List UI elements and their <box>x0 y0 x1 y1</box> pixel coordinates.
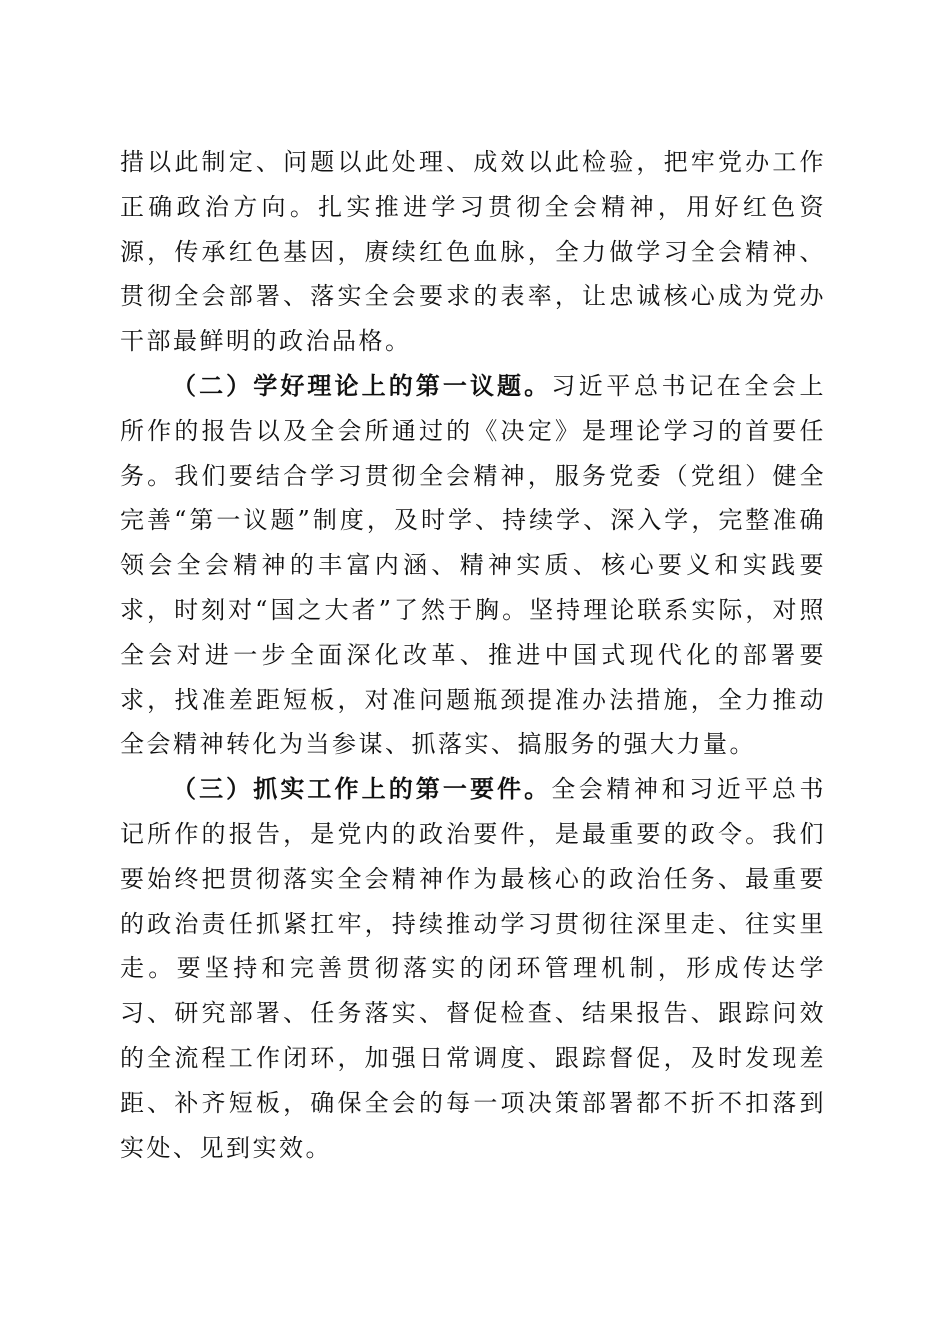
paragraph-text: 习近平总书记在全会上所作的报告以及全会所通过的《决定》是理论学习的首要任务。我们要结合学习贯彻全会精神，服务党委（党组）健全完善“第一议题”制度，及时学、持续学、深入学，完整准确领会全会精神的丰富内涵、精神实质、核心要义和实践要求，时刻对“国之大者”了然于胸。坚持理论联系实际，对照全会对进一步全面深化改革、推进中国式现代化的部署要求，找准差距短板，对准问题瓶颈提准办法措施，全力推动全会精神转化为当参谋、抓落实、搞服务的强大力量。 <box>120 371 827 759</box>
paragraph-text: 措以此制定、问题以此处理、成效以此检验，把牢党办工作正确政治方向。扎实推进学习贯彻全会精神，用好红色资源，传承红色基因，赓续红色血脉，全力做学习全会精神、贯彻全会部署、落实全会要求的表率，让忠诚核心成为党办干部最鲜明的政治品格。 <box>120 148 826 356</box>
section-heading-2: （二）学好理论上的第一议题。 <box>172 371 552 400</box>
document-body <box>120 140 826 1170</box>
paragraph-study-theory <box>120 364 826 767</box>
section-heading-3: （三）抓实工作上的第一要件。 <box>172 775 552 804</box>
paragraph-implement-work <box>120 767 826 1170</box>
paragraph-continuation <box>120 140 826 364</box>
paragraph-text: 全会精神和习近平总书记所作的报告，是党内的政治要件，是最重要的政令。我们要始终把贯彻落实全会精神作为最核心的政治任务、最重要的政治责任抓紧扛牢，持续推动学习贯彻往深里走、往实里走。要坚持和完善贯彻落实的闭环管理机制，形成传达学习、研究部署、任务落实、督促检查、结果报告、跟踪问效的全流程工作闭环，加强日常调度、跟踪督促，及时发现差距、补齐短板，确保全会的每一项决策部署都不折不扣落到实处、见到实效。 <box>120 775 827 1162</box>
